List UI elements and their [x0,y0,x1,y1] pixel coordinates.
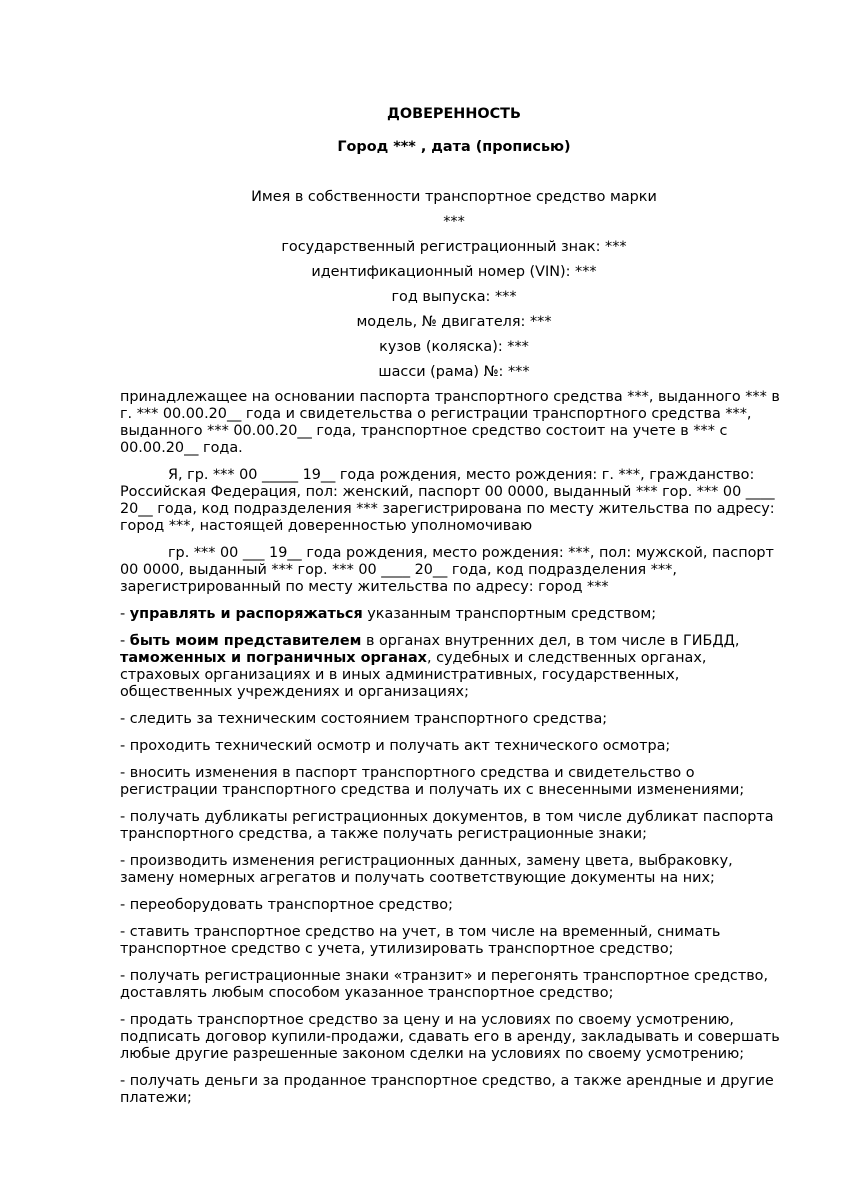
power-item: - ставить транспортное средство на учет, в том числе на временный, снимать транспортное средство с учета, утилизировать транспортное средство; [120,924,721,957]
agent-paragraph: гр. *** 00 ___ 19__ года рождения, место рождения: ***, пол: мужской, паспорт 00 0000, выданный *** гор. *** 00 ____ 20__ года, код подразделения ***, зарегистрированный по месту жительства по адресу: город *** [120,545,774,595]
vehicle-body: кузов (коляска): *** [379,339,529,355]
vehicle-plate: государственный регистрационный знак: *** [281,239,627,255]
power-item: - следить за техническим состоянием транспортного средства; [120,711,608,727]
power-represent-rest: , судебных и следственных органах, страховых организациях и в иных административных, государственных, общественных учреждениях и организациях; [120,650,707,700]
power-item: - получать дубликаты регистрационных документов, в том числе дубликат паспорта транспортного средства, а также получать регистрационные знаки; [120,809,774,842]
power-item: - получать регистрационные знаки «транзит» и перегонять транспортное средство, доставлять любым способом указанное транспортное средство; [120,968,769,1001]
ownership-paragraph: принадлежащее на основании паспорта транспортного средства ***, выданного *** в г. *** 00.00.20__ года и свидетельства о регистрации транспортного средства ***, выданного *** 00.00.20__ года, транспортное средство состоит на учете в *** с 00.00.20__ года. [120,389,780,456]
power-item: - переоборудовать транспортное средство; [120,897,453,913]
vehicle-details [120,189,788,381]
power-item: - получать деньги за проданное транспортное средство, а также арендные и другие платежи; [120,1073,774,1106]
document-title: ДОВЕРЕННОСТЬ [387,106,521,122]
powers-list [120,606,788,1107]
power-represent-mid: в органах внутренних дел, в том числе в ГИБДД, [361,633,740,649]
power-item: - продать транспортное средство за цену и на условиях по своему усмотрению, подписать договор купили-продажи, сдавать его в аренду, закладывать и совершать любые другие разрешенные законом сделки на условиях по своему усмотрению; [120,1012,780,1062]
power-manage-rest: указанным транспортным средством; [362,606,657,622]
power-represent-bold-2: таможенных и пограничных органах [120,650,427,666]
vehicle-make: *** [443,214,465,230]
power-manage-bold: управлять и распоряжаться [129,606,363,622]
vehicle-vin: идентификационный номер (VIN): *** [311,264,597,280]
power-represent-prefix: - [120,633,130,649]
vehicle-chassis: шасси (рама) №: *** [378,364,530,380]
power-represent-bold: быть моим представителем [129,633,362,649]
principal-paragraph: Я, гр. *** 00 _____ 19__ года рождения, место рождения: г. ***, гражданство: Российская Федерация, пол: женский, паспорт 00 0000, выданный *** гор. *** 00 ____ 20__ года, код подразделения *** зарегистрирована по месту жительства по адресу: город ***, настоящей доверенностью уполномочиваю [120,467,775,534]
vehicle-intro: Имея в собственности транспортное средство марки [251,189,657,205]
vehicle-engine: модель, № двигателя: *** [356,314,552,330]
vehicle-year: год выпуска: *** [391,289,517,305]
power-represent [120,633,788,701]
document-page [120,104,788,1117]
power-item: - производить изменения регистрационных данных, замену цвета, выбраковку, замену номерных агрегатов и получать соответствующие документы на них; [120,853,733,886]
document-subtitle: Город *** , дата (прописью) [337,139,571,155]
power-manage [120,606,788,623]
power-item: - проходить технический осмотр и получать акт технического осмотра; [120,738,671,754]
power-manage-prefix: - [120,606,130,622]
power-item: - вносить изменения в паспорт транспортного средства и свидетельство о регистрации транспортного средства и получать их с внесенными изменениями; [120,765,745,798]
